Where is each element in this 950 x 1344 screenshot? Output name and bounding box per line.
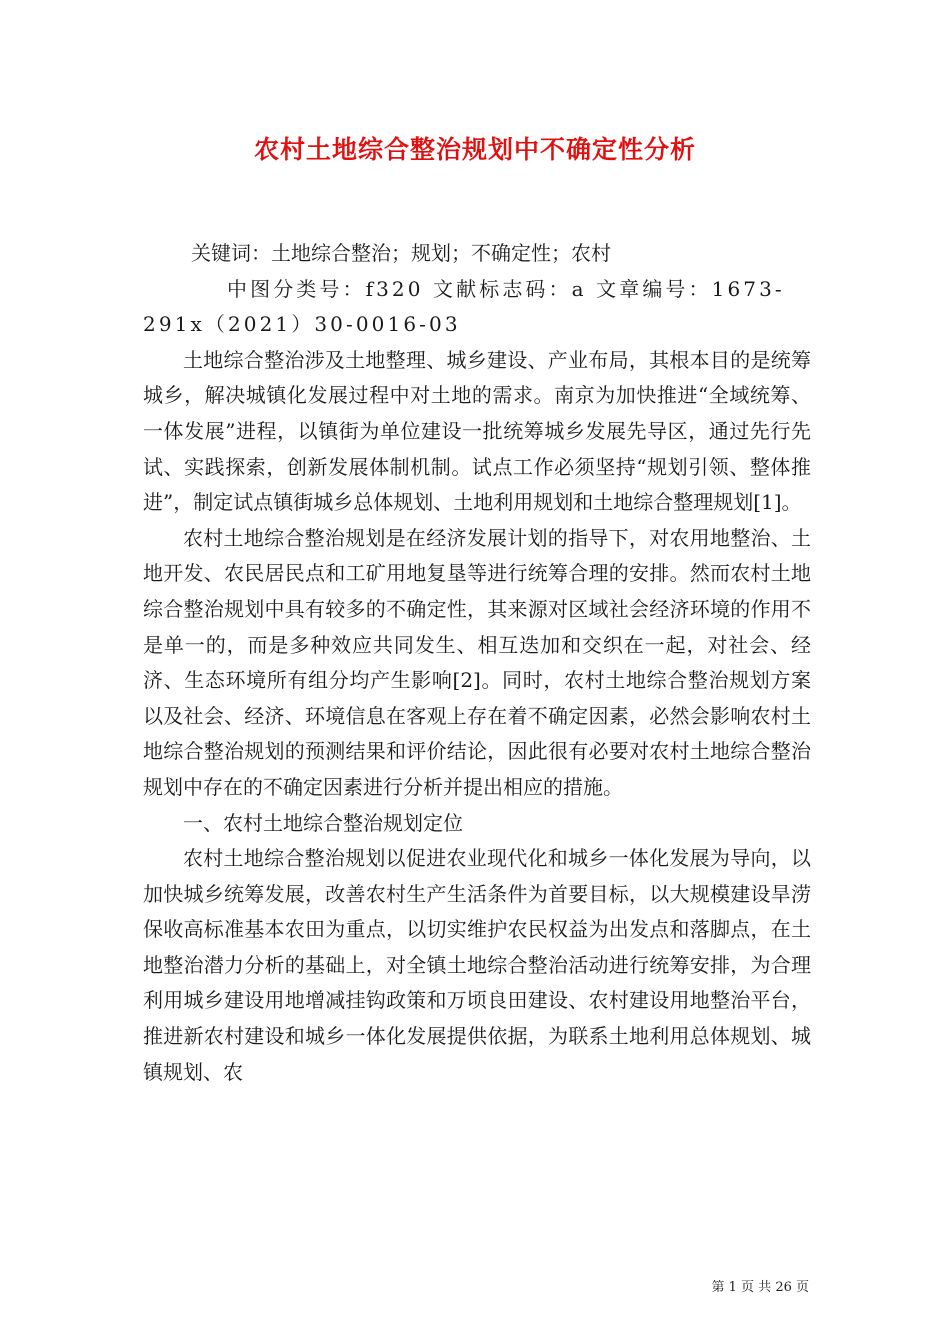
section-heading-1: 一、农村土地综合整治规划定位 xyxy=(183,810,463,835)
page-footer: 第 1 页 共 26 页 xyxy=(711,1280,809,1295)
paragraph-2: 农村土地综合整治规划是在经济发展计划的指导下，对农用地整治、土地开发、农民居民点和工矿用地复垦等进行统筹合理的安排。然而农村土地综合整治规划中具有较多的不确定性，其来源对区域社会经济环境的作用不是单一的，而是多种效应共同发生、相互迭加和交织在一起，对社会、经济、生态环境所有组分均产生影响[2]。同时，农村土地综合整治规划方案以及社会、经济、环境信息在客观上存在着不确定因素，必然会影响农村土地综合整治规划的预测结果和评价结论，因此很有必要对农村土地综合整治规划中存在的不确定因素进行分析并提出相应的措施。 xyxy=(143,525,811,799)
document-title: 农村土地综合整治规划中不确定性分析 xyxy=(253,135,696,164)
keywords-line: 关键词：土地综合整治；规划；不确定性；农村 xyxy=(191,241,611,265)
paragraph-1: 土地综合整治涉及土地整理、城乡建设、产业布局，其根本目的是统筹城乡，解决城镇化发展过程中对土地的需求。南京为加快推进“全域统筹、一体发展”进程，以镇街为单位建设一批统筹城乡发展先导区，通过先行先试、实践探索，创新发展体制机制。试点工作必须坚持“规划引领、整体推进”，制定试点镇街城乡总体规划、土地利用规划和土地综合整理规划[1]。 xyxy=(143,347,811,515)
classification-line: 中图分类号：f320 文献标志码：a 文章编号：1673-291x（2021）30-0016-03 xyxy=(143,276,785,337)
paragraph-3: 农村土地综合整治规划以促进农业现代化和城乡一体化发展为导向，以加快城乡统筹发展，改善农村生产生活条件为首要目标，以大规模建设旱涝保收高标准基本农田为重点，以切实维护农民权益为出发点和落脚点，在土地整治潜力分析的基础上，对全镇土地综合整治活动进行统筹安排，为合理利用城乡建设用地增减挂钩政策和万顷良田建设、农村建设用地整治平台，推进新农村建设和城乡一体化发展提供依据，为联系土地利用总体规划、城镇规划、农 xyxy=(143,846,811,1084)
document-body xyxy=(143,236,811,1090)
